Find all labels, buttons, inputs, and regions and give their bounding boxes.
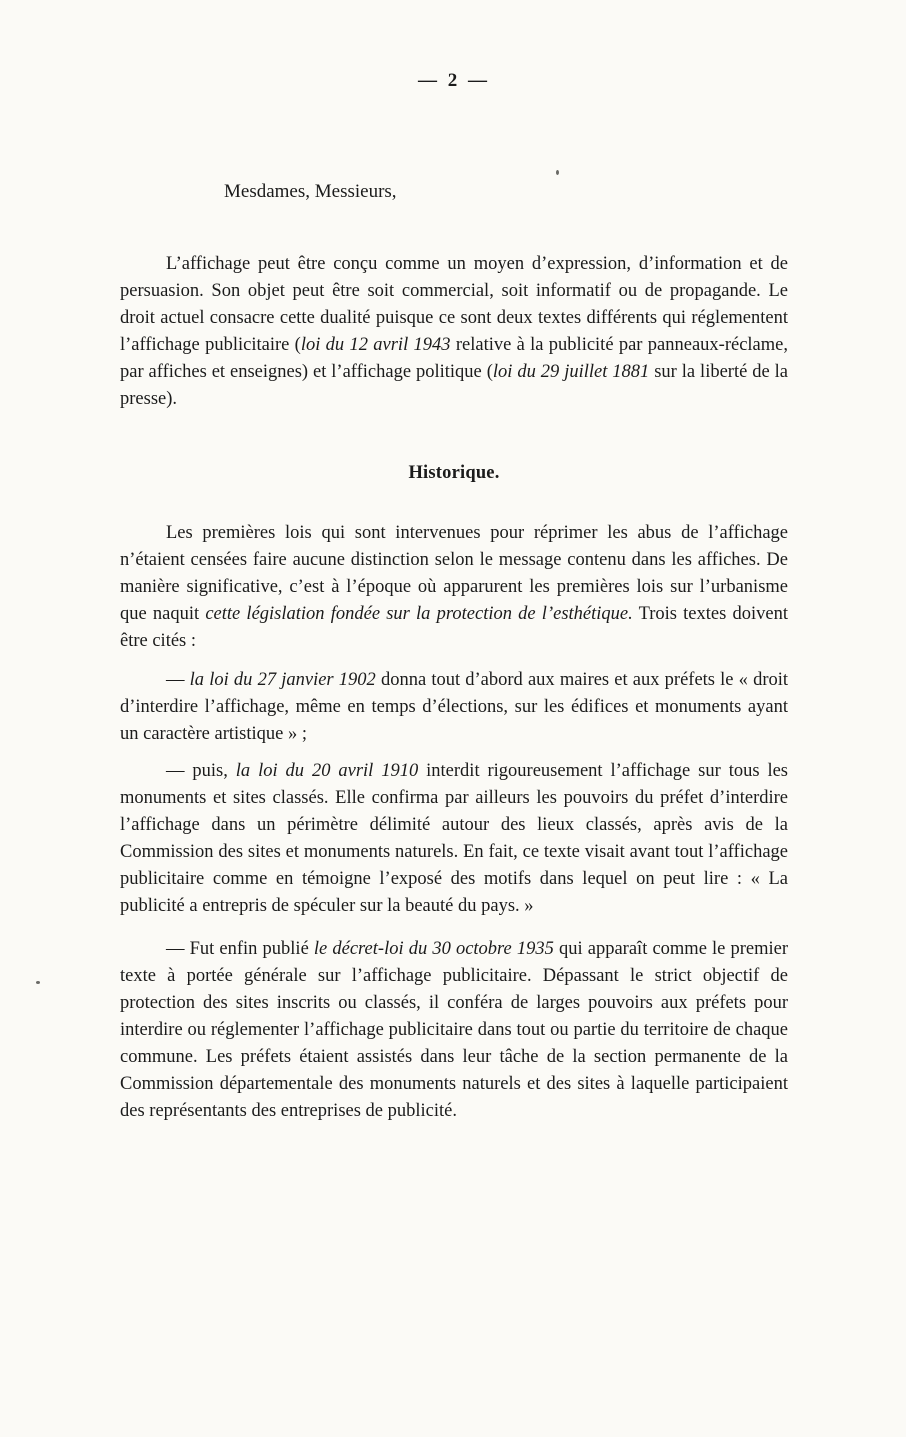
text-run: Trois textes doivent être cités :	[120, 604, 788, 651]
text-run: relative à la publicité par panneaux-réclame, par affiches et enseignes) et l’affichage politique (	[120, 335, 788, 382]
text-run: sur la liberté de la presse).	[120, 362, 788, 409]
text-run: — Fut enfin publié	[166, 939, 314, 959]
text-block	[0, 178, 906, 1125]
paragraph-law-1910	[120, 758, 788, 920]
law-citation-1943: loi du 12 avril 1943	[300, 335, 451, 355]
text-run: qui apparaît comme le premier texte à portée générale sur l’affichage publicitaire. Dépassant le strict objectif de protection des sites inscrits ou classés, il conféra de larges pouvoirs aux préfets pour interdire ou réglementer l’affichage publicitaire dans tout ou partie du territoire de chaque commune. Les préfets étaient assistés dans leur tâche de la section permanente de la Commission départementale des monuments naturels et des sites à laquelle participaient des représentants des entreprises de publicité.	[120, 939, 789, 1121]
paragraph-law-1902	[120, 667, 788, 748]
section-heading-historique: Historique.	[408, 463, 500, 483]
emphasis-legislation: cette législation fondée sur la protection de l’esthétique.	[205, 604, 633, 624]
text-run: interdit rigoureusement l’affichage sur tous les monuments et sites classés. Elle confirma par ailleurs les pouvoirs du préfet d’interdire l’affichage dans un périmètre délimité autour des lieux classés, après avis de la Commission des sites et monuments naturels. En fait, ce texte visait avant tout l’affichage publicitaire comme en témoigne l’exposé des motifs dans lequel on peut lire : « La publicité a entrepris de spéculer sur la beauté du pays. »	[120, 761, 788, 916]
scan-speck	[556, 170, 559, 175]
law-citation-1881: loi du 29 juillet 1881	[492, 362, 650, 382]
page-number: — 2 —	[418, 70, 488, 91]
law-citation-1935: le décret-loi du 30 octobre 1935	[313, 939, 554, 959]
law-citation-1902: la loi du 27 janvier 1902	[189, 670, 376, 690]
law-citation-1910: la loi du 20 avril 1910	[235, 761, 419, 781]
text-run: donna tout d’abord aux maires et aux préfets le « droit d’interdire l’affichage, même en temps d’élections, sur les édifices et monuments ayant un caractère artistique » ;	[120, 670, 789, 744]
paragraph-historique-intro	[120, 520, 788, 655]
text-run: —	[166, 670, 190, 690]
text-run: Les premières lois qui sont intervenues pour réprimer les abus de l’affichage n’étaient censées faire aucune distinction selon le message contenu dans les affiches. De manière significative, c’est à l’époque où apparurent les premières lois sur l’urbanisme que naquit	[120, 523, 788, 624]
paragraph-decree-1935	[120, 936, 788, 1125]
text-run: — puis,	[166, 761, 236, 781]
text-run: L’affichage peut être conçu comme un moyen d’expression, d’information et de persuasion. Son objet peut être soit commercial, soit informatif ou de propagande. Le droit actuel consacre cette dualité puisque ce sont deux textes différents qui réglementent l’affichage publicitaire (	[120, 254, 788, 355]
paragraph-intro	[120, 251, 788, 413]
salutation: Mesdames, Messieurs,	[224, 181, 397, 202]
scan-speck	[36, 981, 40, 984]
